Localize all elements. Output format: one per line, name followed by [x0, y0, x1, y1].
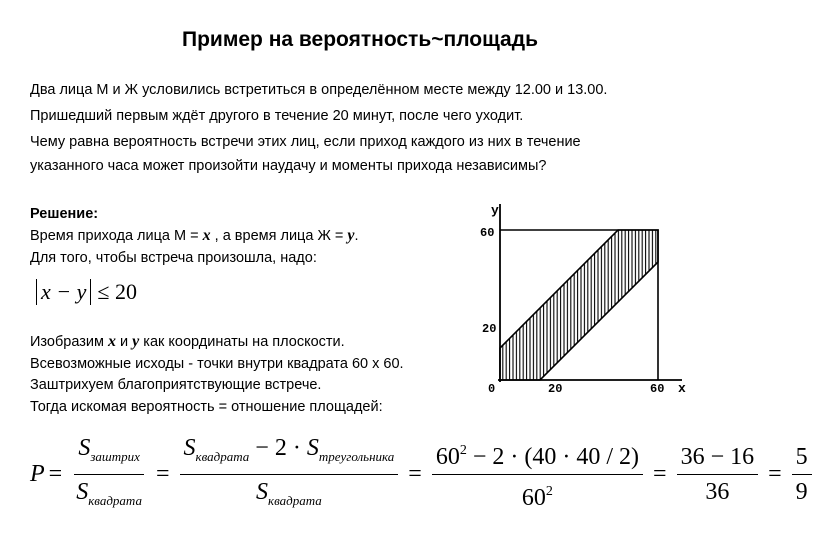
solution-line-3 — [30, 333, 345, 351]
x-axis-label: x — [678, 381, 686, 396]
var-x-2: x — [108, 333, 116, 350]
formula-eq-4: = — [653, 460, 667, 487]
den4: 36 — [705, 478, 730, 505]
num4: 36 − 16 — [677, 442, 759, 475]
solution-line-3-b: как координаты на плоскости. — [139, 334, 345, 350]
var-x: x — [202, 227, 211, 244]
solution-line-1-b: , а время лица Ж = — [210, 228, 348, 244]
problem-line-2: Пришедший первым ждёт другого в течение 20 минут, после чего уходит. — [30, 108, 524, 124]
var-y-2: y — [132, 333, 140, 350]
den3-exp: 2 — [545, 483, 553, 499]
inequality-bound: ≤ 20 — [97, 279, 137, 304]
y-tick-60: 60 — [480, 226, 495, 240]
favorable-band — [500, 230, 658, 380]
probability-square-graph — [478, 196, 698, 398]
S-square-3: S — [256, 478, 269, 505]
minus-two: − 2 · — [249, 434, 307, 461]
solution-line-1-a: Время прихода лица М = — [30, 228, 203, 244]
num5: 5 — [792, 442, 812, 475]
fraction-square-minus-triangles — [180, 433, 399, 516]
formula-eq-2: = — [155, 460, 170, 487]
y-tick-20: 20 — [482, 322, 497, 336]
sub-square-3: квадрата — [268, 492, 322, 508]
problem-line-1: Два лица М и Ж условились встретиться в определённом месте между 12.00 и 13.00. — [30, 82, 608, 98]
solution-line-3-and: и — [116, 334, 133, 350]
problem-line-3: Чему равна вероятность встречи этих лиц, если приход каждого из них в течение — [30, 134, 581, 150]
meeting-inequality — [36, 279, 137, 305]
x-tick-20: 20 — [548, 382, 563, 396]
fraction-shaded-over-square — [72, 433, 146, 516]
den5: 9 — [795, 478, 808, 505]
sub-triangle: треугольника — [318, 448, 395, 464]
sub-shaded: заштрих — [90, 448, 140, 464]
solution-line-6: Тогда искомая вероятность = отношение площадей: — [30, 399, 383, 415]
solution-line-1 — [30, 227, 359, 245]
inequality-abs: x − y — [36, 279, 91, 305]
formula-eq-5: = — [768, 460, 782, 487]
formula-eq-3: = — [408, 460, 422, 487]
S-square-2: S — [183, 434, 196, 461]
origin-label: 0 — [488, 382, 496, 396]
num3-rest: − 2 · (40 · 40 / 2) — [466, 443, 640, 470]
probability-formula — [30, 434, 818, 511]
num3-exp: 2 — [459, 442, 467, 458]
solution-line-2: Для того, чтобы встреча произошла, надо: — [30, 250, 317, 266]
y-axis-label: y — [491, 203, 499, 218]
fraction-result — [792, 442, 812, 507]
x-tick-60: 60 — [650, 382, 665, 396]
S-triangle: S — [306, 434, 319, 461]
formula-P: P — [30, 460, 45, 487]
S-square: S — [76, 478, 89, 505]
formula-eq-1: = — [48, 460, 63, 487]
problem-line-4: указанного часа может произойти наудачу и моменты прихода независимы? — [30, 158, 547, 174]
fraction-simplified — [677, 442, 759, 507]
solution-line-5: Заштрихуем благоприятствующие встрече. — [30, 377, 322, 393]
den3-base: 60 — [521, 484, 546, 511]
var-y: y — [347, 227, 355, 244]
sub-square-2: квадрата — [195, 448, 250, 464]
fraction-numeric — [432, 436, 643, 513]
solution-heading: Решение: — [30, 206, 99, 222]
solution-line-1-c: . — [354, 228, 359, 244]
num3-base: 60 — [435, 443, 460, 470]
sub-square: квадрата — [88, 492, 142, 508]
S-shaded: S — [78, 434, 91, 461]
slide-title: Пример на вероятность~площадь — [182, 28, 538, 51]
solution-line-4: Всевозможные исходы - точки внутри квадрата 60 х 60. — [30, 356, 404, 372]
solution-line-3-a: Изобразим — [30, 334, 108, 350]
